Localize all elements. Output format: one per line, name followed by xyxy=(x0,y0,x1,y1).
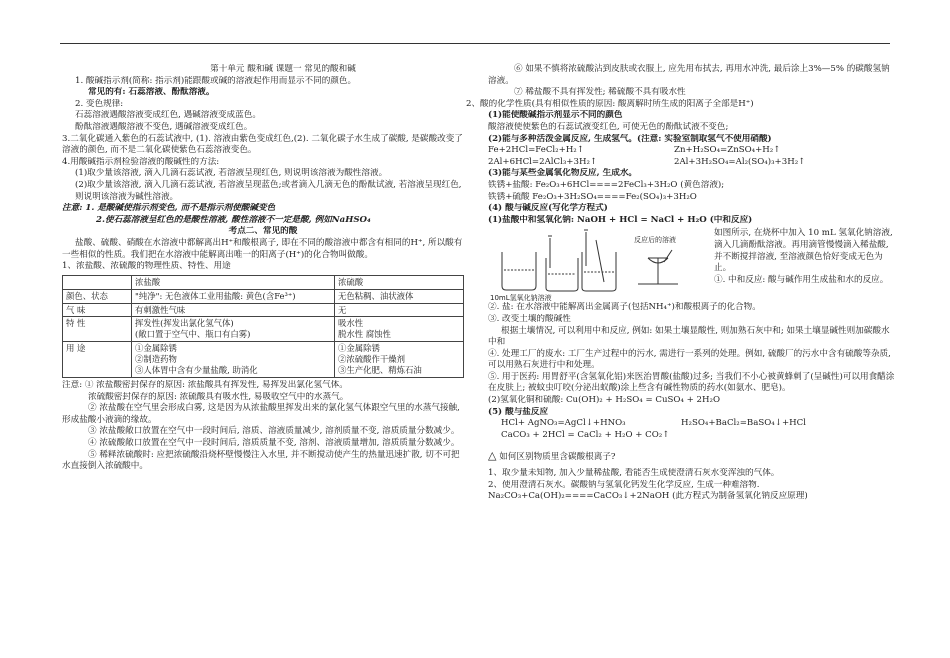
table-header: 浓盐酸 xyxy=(132,275,335,289)
equation: 2Al+3H₂SO₄=Al₂(SO₄)₃+3H₂↑ xyxy=(674,156,806,167)
text-line: (4) 酸与碱反应(写化学方程式) xyxy=(488,203,608,214)
header-rule xyxy=(60,43,890,44)
equation: 2Al+6HCl=2AlCl₃+3H₂↑ xyxy=(488,156,598,167)
table-cell: 吸水性 脱水性 腐蚀性 xyxy=(335,317,464,342)
dropper xyxy=(548,236,552,268)
table-header: 浓硫酸 xyxy=(335,275,464,289)
text-line: ⑦ 稀盐酸不具有挥发性; 稀硫酸不具有吸水性 xyxy=(514,87,686,98)
equation-row xyxy=(488,418,896,430)
text-line: 4.用酸碱指示剂检验溶液的酸碱性的方法: xyxy=(62,156,220,167)
text-block: 3.二氧化碳通入紫色的石蕊试液中, (1). 溶液由紫色变成红色,(2). 二氧化碳子水生成了碳酸, 是碳酸改变了溶液的颜色, 而不是二氧化碳使紫色石蕊溶液变色。 xyxy=(62,133,463,156)
text-line: (5) 酸与盐反应 xyxy=(488,406,549,417)
text-line: 1. 酸碱指示剂(简称: 指示剂)能跟酸或碱的溶液起作用而显示不同的颜色。 xyxy=(75,75,357,86)
text-line: 1、取少量未知物, 加入少量稀盐酸, 看能否生成使澄清石灰水变浑浊的气体。 xyxy=(488,468,780,479)
table-cell: ①金属除锈 ②浓硫酸作干燥剂 ③生产化肥、精炼石油 xyxy=(335,342,464,378)
text-block: ⑥ 如果不慎将浓硫酸沾到皮肤或衣服上, 应先用布拭去, 再用水冲洗, 最后涂上3%—5% 的碳酸氢钠溶液。 xyxy=(488,64,890,86)
text-line: (3)能与某些金属氧化物反应, 生成水。 xyxy=(488,168,638,179)
dropper-2 xyxy=(584,230,588,266)
page-title: 第十单元 酸和碱 课题一 常见的酸和碱 xyxy=(210,64,356,74)
table-cell: 特 性 xyxy=(63,317,132,342)
text-block: ② 浓盐酸在空气里会形成白雾, 这是因为从浓盐酸里挥发出来的氯化氢气体跟空气里的水蒸气接触, 形成盐酸小液滴的缘故。 xyxy=(62,403,460,425)
evaporating-stand xyxy=(638,258,678,284)
text-block: 根据土壤情况, 可以利用中和反应, 例如: 如果土壤显酸性, 则加熟石灰中和; 如果土壤显碱性则加碳酸水中和 xyxy=(488,325,890,348)
figure-label-left: 10mL氢氧化钠溶液 xyxy=(490,294,552,303)
triangle-icon: △ xyxy=(488,449,497,463)
text-line: (1)盐酸中和氢氧化钠: NaOH + HCl = NaCl + H₂O (中和反应) xyxy=(488,214,753,225)
equation: 铁锈+盐酸: Fe₂O₃+6HCl====2FeCl₃+3H₂O (黄色溶液); xyxy=(488,179,725,190)
equation-row xyxy=(488,145,896,157)
equation-row xyxy=(488,157,896,169)
table-cell: 用 途 xyxy=(63,342,132,378)
note-line: 注意: 1. 是酸碱使指示剂变色, 而不是指示剂使酸碱变色 xyxy=(62,203,276,214)
note-line: 2.使石蕊溶液呈红色的是酸性溶液, 酸性溶液不一定是酸, 例如NaHSO₄ xyxy=(96,214,371,225)
text-block: ⑤. 用于医药: 用胃舒平(含氢氧化铝)来医治胃酸(盐酸)过多; 当我们不小心被黄蜂刺了(呈碱性)可以用食醋涂在皮肤上; 被蚊虫叮咬(分泌出蚁酸)涂上些含有碱性物质的药水(如氨水、肥皂)。 xyxy=(488,371,895,394)
equation: HCl+ AgNO₃=AgCl↓+HNO₃ xyxy=(501,418,626,429)
text-line: (1)取少量该溶液, 滴入几滴石蕊试液, 若溶液呈现红色, 则说明该溶液为酸性溶液。 xyxy=(75,168,388,179)
equation: H₂SO₄+BaCl₂=BaSO₄↓+HCl xyxy=(681,418,806,429)
experiment-note: ①. 中和反应: 酸与碱作用生成盐和水的反应。 xyxy=(714,274,889,285)
text-line: 浓硫酸密封保存的原因: 浓硫酸具有吸水性, 易吸收空气中的水蒸气。 xyxy=(88,391,349,402)
table-header xyxy=(63,275,132,289)
table-cell: 挥发性(挥发出氯化氢气体) (敞口置于空气中、瓶口有白雾) xyxy=(132,317,335,342)
experiment-description: 如图所示, 在烧杯中加入 10 mL 氢氧化钠溶液, 滴入几滴酚酞溶液。再用滴管慢慢滴入稀盐酸, 并不断搅拌溶液, 至溶液颜色恰好变成无色为止。 xyxy=(714,228,893,274)
text-line: ②. 盐: 在水溶液中能解离出金属离子(包括NH₄⁺)和酸根离子的化合物。 xyxy=(488,302,761,313)
equation: Zn+H₂SO₄=ZnSO₄+H₂↑ xyxy=(674,145,781,156)
text-line: 2、使用澄清石灰水。碳酸钠与氢氧化钙发生化学反应, 生成一种难溶物. xyxy=(488,479,760,490)
acid-properties-table xyxy=(62,275,464,378)
text-line: 酚酞溶液遇酸溶液不变色, 遇碱溶液变成红色。 xyxy=(75,121,253,132)
experiment-figure xyxy=(488,228,708,302)
question-text: 如何区别物质里含碳酸根离子? xyxy=(499,452,616,463)
table-cell: 无 xyxy=(335,303,464,317)
table-cell: 无色粘稠、油状液体 xyxy=(335,289,464,303)
text-block: ④ 浓硫酸敞口放置在空气中一段时间后, 溶质质量不变, 溶剂、溶液质量增加, 溶质质量分数减少。 xyxy=(88,438,460,449)
table-cell: 颜色、状态 xyxy=(63,289,132,303)
section-heading: 考点二、常见的酸 xyxy=(228,226,298,237)
table-cell: ①金属除锈 ②制造药物 ③人体胃中含有少量盐酸, 助消化 xyxy=(132,342,335,378)
table-cell: 气 味 xyxy=(63,303,132,317)
text-block: 盐酸、硫酸、硝酸在水溶液中都解离出H⁺和酸根离子, 即在不同的酸溶液中都含有相同的H⁺, 所以酸有一些相似的性质。我们把在水溶液中能解离出唯一的阳离子(H⁺)的化合物叫做酸。 xyxy=(62,237,463,260)
equation: (2)氢氧化铜和硫酸: Cu(OH)₂ + H₂SO₄ = CuSO₄ + 2H₂O xyxy=(488,395,721,406)
left-column xyxy=(62,64,464,473)
text-line: 石蕊溶液遇酸溶液变成红色, 遇碱溶液变成蓝色。 xyxy=(75,110,261,121)
text-line: 1、浓盐酸、浓硫酸的物理性质、特性、用途 xyxy=(62,261,231,272)
equation: Na₂CO₃+Ca(OH)₂====CaCO₃↓+2NaOH (此方程式为制备氢氧化钠反应原理) xyxy=(488,491,808,502)
text-line: 注意: ① 浓盐酸密封保存的原因: 浓盐酸具有挥发性, 易挥发出氯化氢气体。 xyxy=(62,380,348,391)
text-block: (2)取少量该溶液, 滴入几滴石蕊试液, 若溶液呈现蓝色;或者滴入几滴无色的酚酞试液, 若溶液呈现红色, 则说明该溶液为碱性溶液。 xyxy=(75,179,462,202)
text-line: 2. 变色规律: xyxy=(75,98,124,109)
neutralization-experiment xyxy=(488,228,896,302)
right-column xyxy=(466,64,896,503)
beaker-1 xyxy=(502,252,536,290)
text-block: ③ 浓盐酸敞口放置在空气中一段时间后, 溶质、溶液质量减少, 溶剂质量不变, 溶质质量分数减少。 xyxy=(88,426,460,437)
stir-rod xyxy=(596,240,604,282)
question-line xyxy=(488,449,896,464)
text-line: 酸溶液使使紫色的石蕊试液变红色, 可使无色的酚酞试液不变色; xyxy=(488,121,729,132)
experiment-text xyxy=(714,228,896,302)
equation: Fe+2HCl=FeCl₂+H₂↑ xyxy=(488,145,584,156)
figure-label-right: 反应后的溶液 xyxy=(634,236,676,245)
glass-rod xyxy=(664,250,672,262)
equation: CaCO₃ + 2HCl = CaCl₂ + H₂O + CO₂↑ xyxy=(501,429,670,440)
table-cell: 有刺激性气味 xyxy=(132,303,335,317)
table-cell: "纯净": 无色液体工业用盐酸: 黄色(含Fe³⁺) xyxy=(132,289,335,303)
text-line: 常见的有: 石蕊溶液、酚酞溶液。 xyxy=(88,87,215,98)
text-line: ③. 改变土壤的酸碱性 xyxy=(488,313,571,324)
text-block: ⑤ 稀释浓硫酸时: 应把浓硫酸沿烧杯壁慢慢注入水里, 并不断搅动使产生的热量迅速扩散, 切不可把水直接倒入浓硫酸中。 xyxy=(62,449,460,472)
equation: 铁锈+硫酸 Fe₂O₃+3H₂SO₄====Fe₂(SO₄)₃+3H₂O xyxy=(488,191,697,202)
text-block: ④. 处理工厂的废水: 工厂生产过程中的污水, 需进行一系列的处理。例如, 硫酸厂的污水中含有硫酸等杂质, 可以用熟石灰进行中和处理。 xyxy=(488,348,891,371)
text-line: 2、酸的化学性质(具有相似性质的原因: 酸离解时所生成的阳离子全部是H⁺) xyxy=(466,98,754,109)
text-line: (2)能与多种活泼金属反应, 生成氢气。(注意: 实验室制取氢气不使用硝酸) xyxy=(488,133,772,144)
text-line: (1)能使酸碱指示剂显示不同的颜色 xyxy=(488,110,623,121)
